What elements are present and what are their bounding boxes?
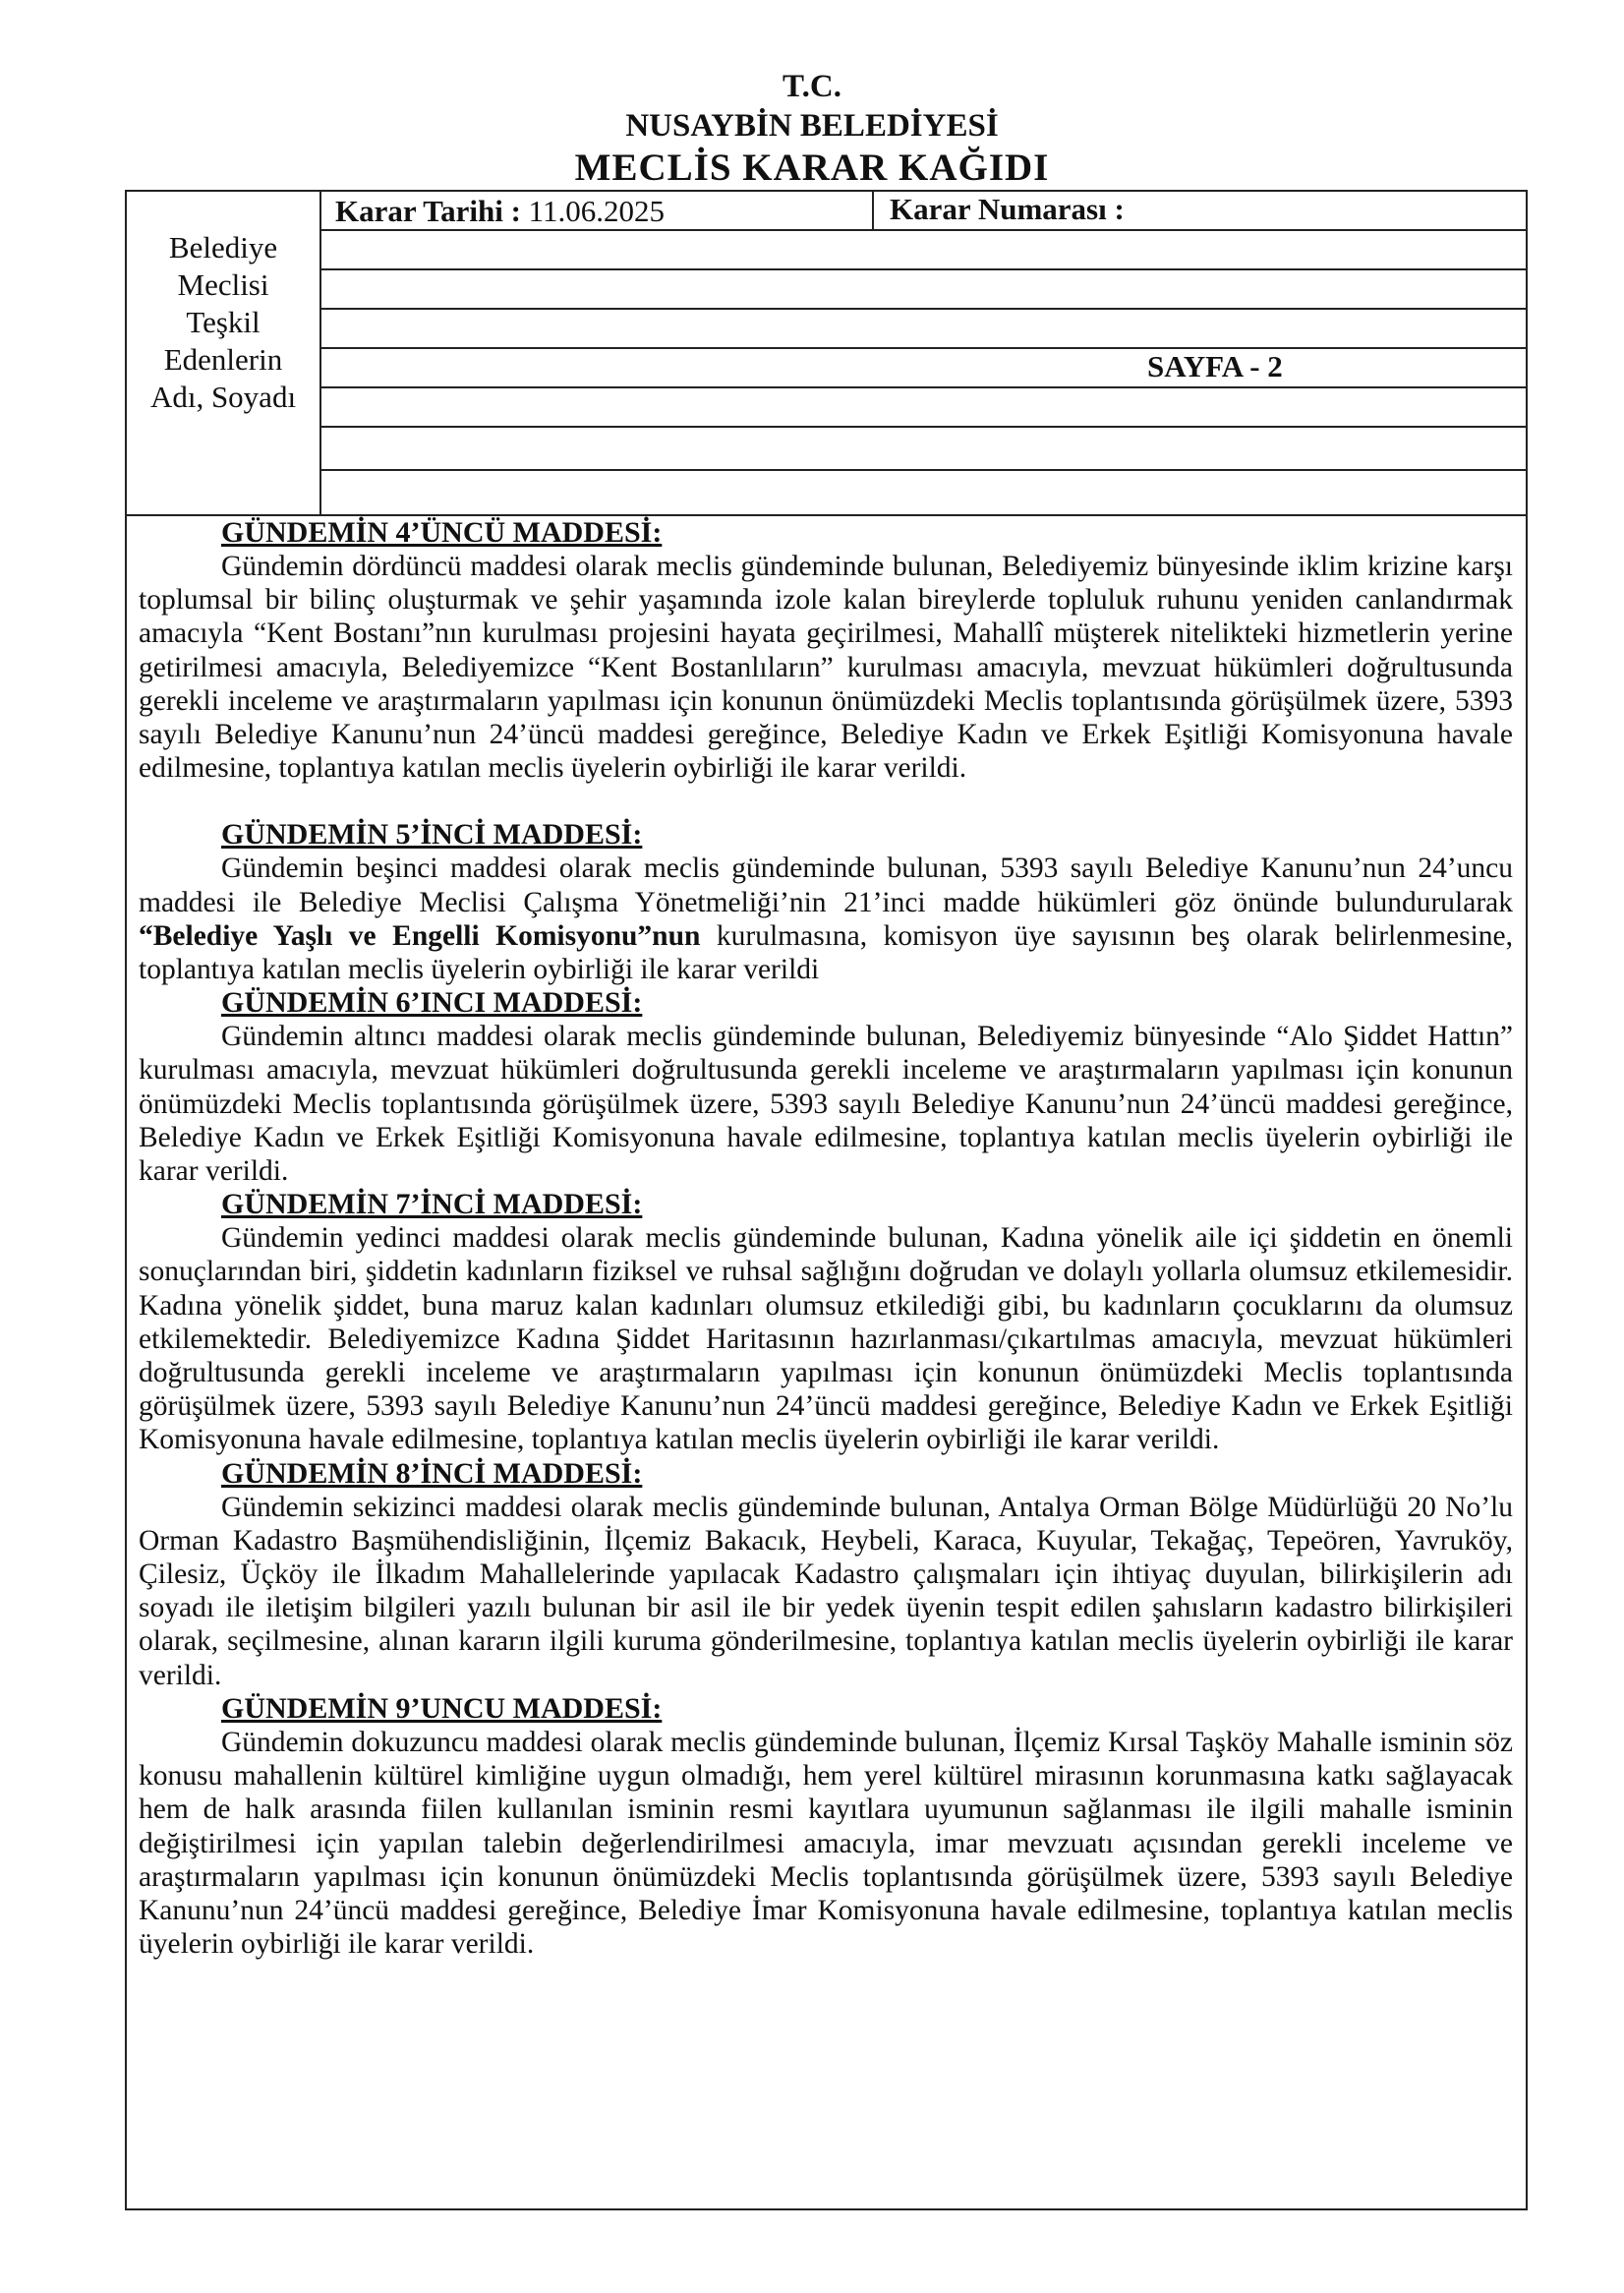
item-text: [139, 852, 1513, 986]
header-document-title: MECLİS KARAR KAĞIDI: [574, 147, 1050, 189]
item-text: Gündemin sekizinci maddesi olarak meclis gündeminde bulunan, Antalya Orman Bölge Müdürlüğü 20 No’lu Orman Kadastro Başmühendisliğinin, İlçemiz Bakacık, Heybeli, Karaca, Kuyular, Tekağaç, Tepeören, Yavruköy, Çilesiz, Üçköy ile İlkadım Mahallelerinde yapılacak Kadastro çalışmaları için ihtiyaç duyulan, bilirkişilerin adı soyadı ile iletişim bilgileri yazılı bulunan bir asil ile bir yedek üyenin tespit edilen şahısların kadastro bilirkişileri olarak, seçilmesine, alınan kararın ilgili kuruma gönderilmesine, toplantıya katılan meclis üyelerin oybirliği ile karar verildi.: [139, 1491, 1513, 1691]
header-tc: T.C.: [783, 69, 841, 104]
decision-date-value: 11.06.2025: [528, 194, 666, 228]
item-text: Gündemin dokuzuncu maddesi olarak meclis gündeminde bulunan, İlçemiz Kırsal Taşköy Mahalle isminin söz konusu mahallenin kültürel kimliğine uygun olmadığı, hem yerel kültürel mirasının korunmasına katkı sağlayacak hem de halk arasında fiilen kullanılan isminin resmi kayıtlara uyumunun sağlanması ile ilgili mahalle isminin değiştirilmesi için yapılan talebin değerlendirilmesi amacıyla, imar mevzuatı açısından gerekli inceleme ve araştırmaların yapılması için konunun önümüzdeki Meclis toplantısında görüşülmek üzere, 5393 sayılı Belediye Kanunu’nun 24’üncü maddesi gereğince, Belediye İmar Komisyonuna havale edilmesine, toplantıya katılan meclis üyelerin oybirliği ile karar verildi.: [139, 1726, 1513, 1961]
members-label: [127, 192, 321, 514]
table-row-line: [321, 386, 1526, 388]
decision-date-label: Karar Tarihi :: [335, 194, 529, 228]
decision-body: [139, 516, 1513, 1961]
item-text: Gündemin dördüncü maddesi olarak meclis gündeminde bulunan, Belediyemiz bünyesinde iklim krizine karşı toplumsal bir bilinç oluşturmak ve şehir yaşamında izole kalan bireylerde topluluk ruhunu yeniden canlandırmak amacıyla “Kent Bostanı”nın kurulması projesini hayata geçirilmesi, Mahallî müşterek nitelikteki hizmetlerin yerine getirilmesi amacıyla, Belediyemizce “Kent Bostanlıların” kurulması amacıyla, mevzuat hükümleri doğrultusunda gerekli inceleme ve araştırmaların yapılması için konunun önümüzdeki Meclis toplantısında görüşülmek üzere, 5393 sayılı Belediye Kanunu’nun 24’üncü maddesi gereğince, Belediye Kadın ve Erkek Eşitliği Komisyonuna havale edilmesine, toplantıya katılan meclis üyelerin oybirliği ile karar verildi.: [139, 551, 1513, 785]
item-text-part: Gündemin beşinci maddesi olarak meclis gündeminde bulunan, 5393 sayılı Belediye Kanunu’nun 24’uncu maddesi ile Belediye Meclisi Çalışma Yönetmeliği’nin 21’inci madde hükümleri göz önünde bulundurularak: [139, 853, 1513, 918]
members-label-line: Teşkil: [186, 305, 261, 339]
item-text: Gündemin yedinci maddesi olarak meclis gündeminde bulunan, Kadına yönelik aile içi şiddetin en önemli sonuçlarından biri, şiddetin kadınların fiziksel ve ruhsal sağlığını doğrudan ve dolaylı yollarla olumsuz etkilemesidir. Kadına yönelik şiddet, buna maruz kalan kadınları olumsuz etkilediği gibi, bu kadınların çocuklarını da olumsuz etkilemektedir. Belediyemizce Kadına Şiddet Haritasının hazırlanması/çıkartılmas amacıyla, mevzuat hükümleri doğrultusunda gerekli inceleme ve araştırmaların yapılması için konunun önümüzdeki Meclis toplantısında görüşülmek üzere, 5393 sayılı Belediye Kanunu’nun 24’üncü maddesi gereğince, Belediye Kadın ve Erkek Eşitliği Komisyonuna havale edilmesine, toplantıya katılan meclis üyelerin oybirliği ile karar verildi.: [139, 1222, 1513, 1456]
table-row-line: [321, 308, 1526, 310]
table-row-line: [321, 469, 1526, 471]
table-row-line: [321, 347, 1526, 349]
members-label-line: Edenlerin: [163, 342, 283, 377]
decision-number: [872, 192, 1125, 229]
members-label-line: Adı, Soyadı: [149, 380, 297, 414]
decision-date: [335, 194, 665, 229]
header-municipality: NUSAYBİN BELEDİYESİ: [625, 108, 999, 144]
members-label-line: Meclisi: [177, 267, 269, 302]
item-text-part: kurulmasına, komisyon üye sayısının beş olarak belirlenmesine, toplantıya katılan meclis üyelerin oybirliği ile karar verildi: [139, 919, 1513, 986]
item-heading: GÜNDEMİN 7’İNCİ MADDESİ:: [221, 1188, 643, 1221]
item-heading: GÜNDEMİN 9’UNCU MADDESİ:: [221, 1691, 663, 1725]
table-row-line: [321, 426, 1526, 428]
item-heading: GÜNDEMİN 5’İNCİ MADDESİ:: [221, 818, 643, 852]
members-table: [127, 192, 1526, 516]
item-heading: GÜNDEMİN 6’INCI MADDESİ:: [221, 986, 643, 1020]
item-heading: GÜNDEMİN 4’ÜNCÜ MADDESİ:: [221, 516, 663, 549]
decision-number-label: Karar Numarası :: [890, 192, 1125, 226]
item-heading: GÜNDEMİN 8’İNCİ MADDESİ:: [221, 1456, 643, 1490]
decision-frame: [125, 190, 1528, 2210]
table-row-line: [321, 229, 1526, 231]
item-text-bold: “Belediye Yaşlı ve Engelli Komisyonu”nun: [139, 919, 701, 952]
page-number: SAYFA - 2: [1147, 349, 1283, 383]
members-label-line: Belediye: [168, 230, 278, 265]
table-row-line: [321, 268, 1526, 270]
item-text: Gündemin altıncı maddesi olarak meclis gündeminde bulunan, Belediyemiz bünyesinde “Alo Şiddet Hattın” kurulması amacıyla, mevzuat hükümleri doğrultusunda gerekli inceleme ve araştırmaların yapılması için konunun önümüzdeki Meclis toplantısında görüşülmek üzere, 5393 sayılı Belediye Kanunu’nun 24’üncü maddesi gereğince, Belediye Kadın ve Erkek Eşitliği Komisyonuna havale edilmesine, toplantıya katılan meclis üyelerin oybirliği ile karar verildi.: [139, 1021, 1513, 1188]
